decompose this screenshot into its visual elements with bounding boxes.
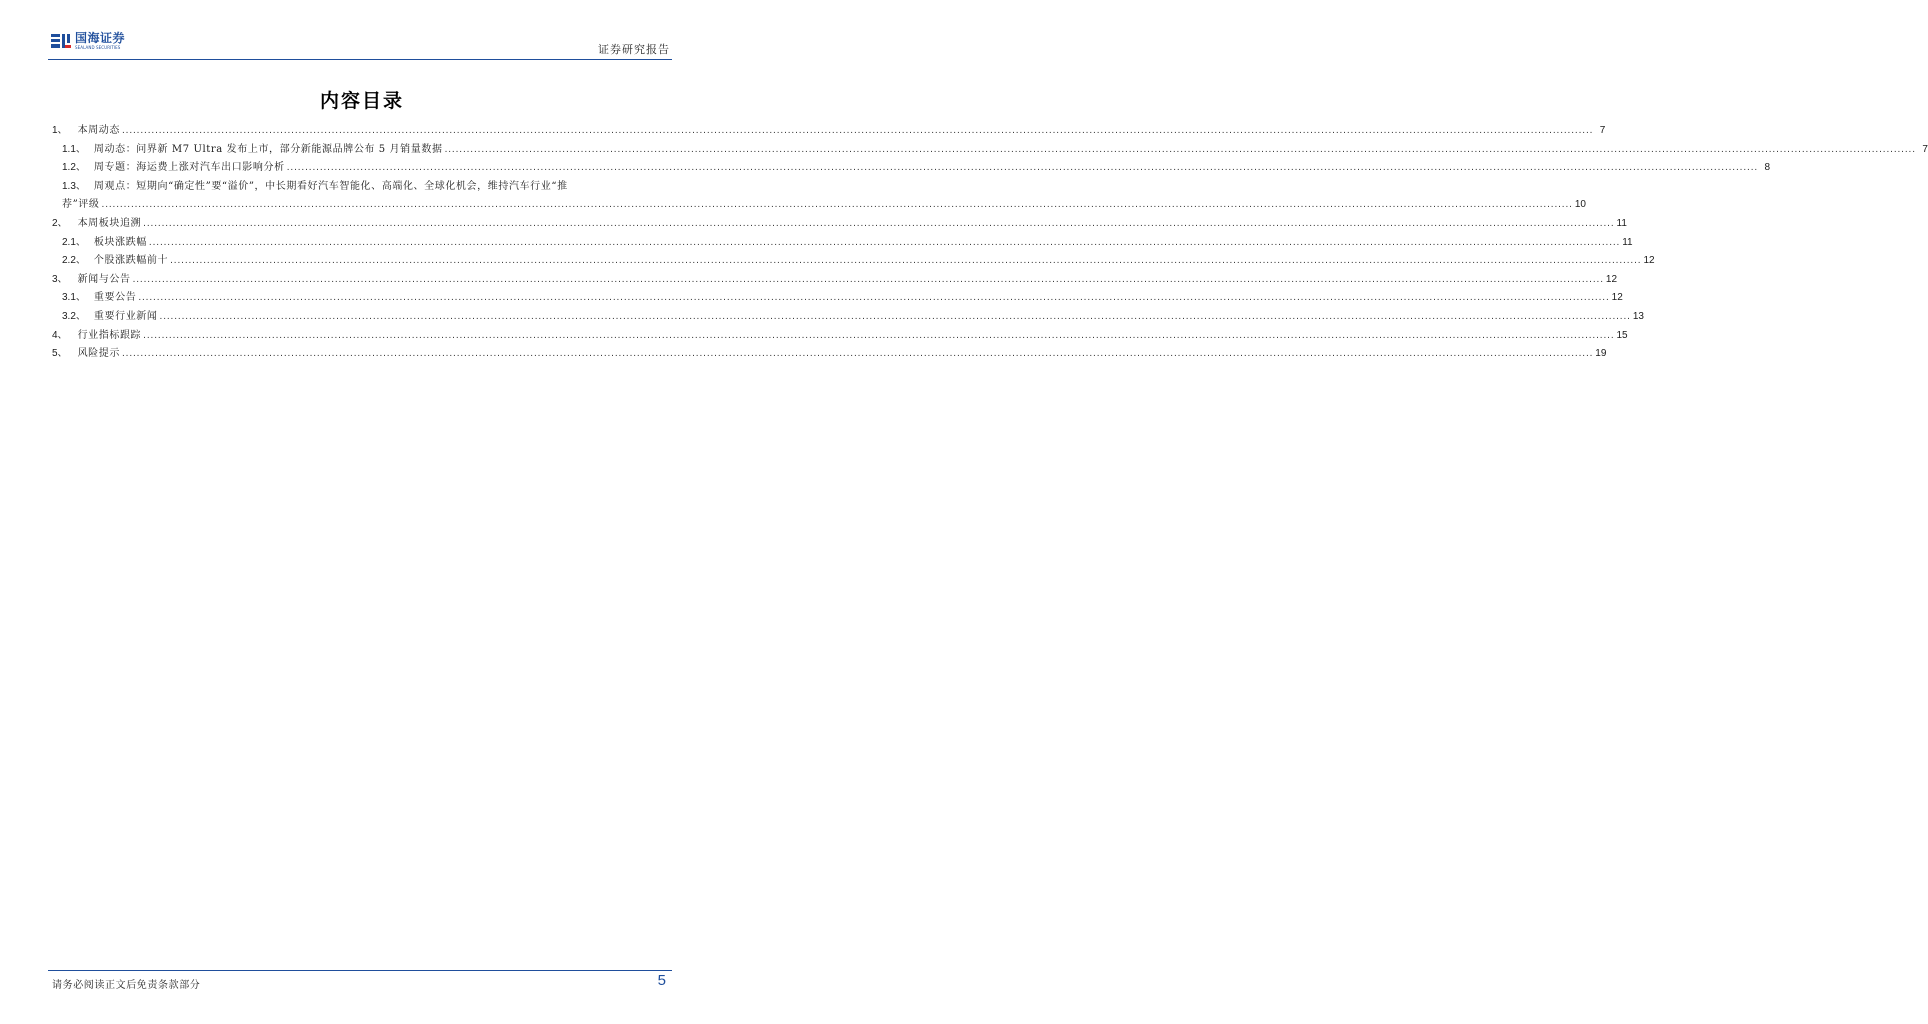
company-logo [50, 32, 125, 50]
toc-entry-page: 11 [1616, 217, 1627, 229]
toc-entry-3-2[interactable] [52, 307, 1644, 326]
toc-entry-5[interactable] [52, 344, 1607, 363]
page-number: 5 [657, 972, 666, 989]
toc-entry-page: 11 [1622, 236, 1633, 248]
toc-entry-page: 8 [1764, 162, 1771, 174]
toc-entry-text-continued: 荐”评级 [62, 199, 100, 211]
toc-entry-3-1[interactable] [52, 288, 1623, 307]
toc-entry-page: 12 [1611, 292, 1623, 304]
toc-entry-number: 3、 [52, 273, 68, 285]
toc-entry-text: 重要行业新闻 [93, 310, 158, 322]
toc-entry-2-2[interactable] [52, 251, 1655, 270]
logo-chinese-name: 国海证券 [75, 31, 126, 45]
header-divider [48, 59, 672, 60]
toc-entry-text: 新闻与公告 [77, 273, 131, 285]
toc-entry-text: 个股涨跌幅前十 [93, 255, 169, 267]
dot-leader: ................................................................................................................................................................................................................................................................................................................................................................................................................ [143, 329, 1615, 341]
toc-entry-text: 风险提示 [77, 348, 120, 360]
toc-entry-number: 4、 [52, 329, 68, 341]
toc-entry-number: 5、 [52, 348, 68, 360]
toc-entry-number: 1.2、 [62, 162, 86, 174]
document-type: 证券研究报告 [598, 43, 670, 56]
toc-entry-text: 本周板块追溯 [77, 217, 142, 229]
toc-entry-3[interactable] [52, 270, 1618, 289]
toc-entry-page: 7 [1599, 125, 1606, 136]
toc-entry-number: 3.1、 [62, 292, 86, 304]
dot-leader: ................................................................................................................................................................................................................................................................................................................................................................................................................ [444, 143, 1916, 155]
toc-entry-text: 本周动态 [77, 125, 120, 136]
toc-entry-page: 13 [1632, 310, 1644, 322]
toc-entry-page: 7 [1922, 143, 1928, 155]
toc-entry-number: 3.2、 [62, 310, 86, 322]
footer-divider [48, 970, 672, 971]
toc-entry-text: 周观点：短期向“确定性”要“溢价”，中长期看好汽车智能化、高端化、全球化机会，维持汽车行业“推 [93, 180, 568, 192]
toc-entry-text: 板块涨跌幅 [93, 236, 147, 248]
toc-entry-number: 2、 [52, 217, 68, 229]
toc-entry-page: 12 [1643, 255, 1655, 267]
toc-entry-number: 2.1、 [62, 236, 86, 248]
dot-leader: ................................................................................................................................................................................................................................................................................................................................................................................................................ [121, 348, 1594, 360]
toc-entry-number: 1.1、 [62, 143, 86, 155]
toc-entry-page: 10 [1574, 199, 1586, 211]
toc-entry-text: 周动态：问界新 M7 Ultra 发布上市，部分新能源品牌公布 5 月销量数据 [93, 143, 443, 155]
toc-entry-1-2[interactable] [52, 158, 1771, 177]
toc-entry-2-1[interactable] [52, 233, 1633, 252]
dot-leader: ................................................................................................................................................................................................................................................................................................................................................................................................................ [286, 162, 1759, 174]
footer-disclaimer: 请务必阅读正文后免责条款部分 [52, 980, 201, 991]
dot-leader: ................................................................................................................................................................................................................................................................................................................................................................................................................ [170, 255, 1642, 267]
toc-entry-page: 12 [1605, 273, 1618, 285]
toc-entry-page: 15 [1616, 329, 1628, 341]
toc-entry-text: 重要公告 [93, 292, 137, 304]
dot-leader: ................................................................................................................................................................................................................................................................................................................................................................................................................ [159, 310, 1631, 322]
dot-leader: ................................................................................................................................................................................................................................................................................................................................................................................................................ [121, 125, 1594, 136]
toc-entry-text: 周专题：海运费上涨对汽车出口影响分析 [93, 162, 285, 174]
page-header [48, 28, 676, 60]
sealand-logo-icon [50, 32, 72, 50]
toc-entry-number: 2.2、 [62, 255, 86, 267]
toc-entry-text: 行业指标跟踪 [77, 329, 142, 341]
toc-entry-1[interactable] [52, 121, 1606, 140]
toc-entry-page: 19 [1595, 348, 1607, 360]
toc-entry-4[interactable] [52, 326, 1628, 345]
toc-entry-1-1[interactable] [52, 140, 1928, 159]
toc-entry-number: 1.3、 [62, 180, 86, 192]
toc-title: 内容目录 [319, 90, 404, 112]
dot-leader: ................................................................................................................................................................................................................................................................................................................................................................................................................ [143, 217, 1615, 229]
toc-entry-2[interactable] [52, 214, 1627, 233]
toc-entry-1-3-continued[interactable] [52, 195, 1586, 214]
logo-english-name: SEALAND SECURITIES [75, 45, 121, 50]
dot-leader: ................................................................................................................................................................................................................................................................................................................................................................................................................ [101, 199, 1573, 211]
table-of-contents [52, 121, 1928, 363]
dot-leader: ................................................................................................................................................................................................................................................................................................................................................................................................................ [132, 273, 1604, 285]
toc-entry-1-3[interactable] [52, 177, 672, 196]
dot-leader: ................................................................................................................................................................................................................................................................................................................................................................................................................ [138, 292, 1610, 304]
dot-leader: ................................................................................................................................................................................................................................................................................................................................................................................................................ [148, 236, 1621, 248]
toc-entry-number: 1、 [52, 125, 68, 136]
